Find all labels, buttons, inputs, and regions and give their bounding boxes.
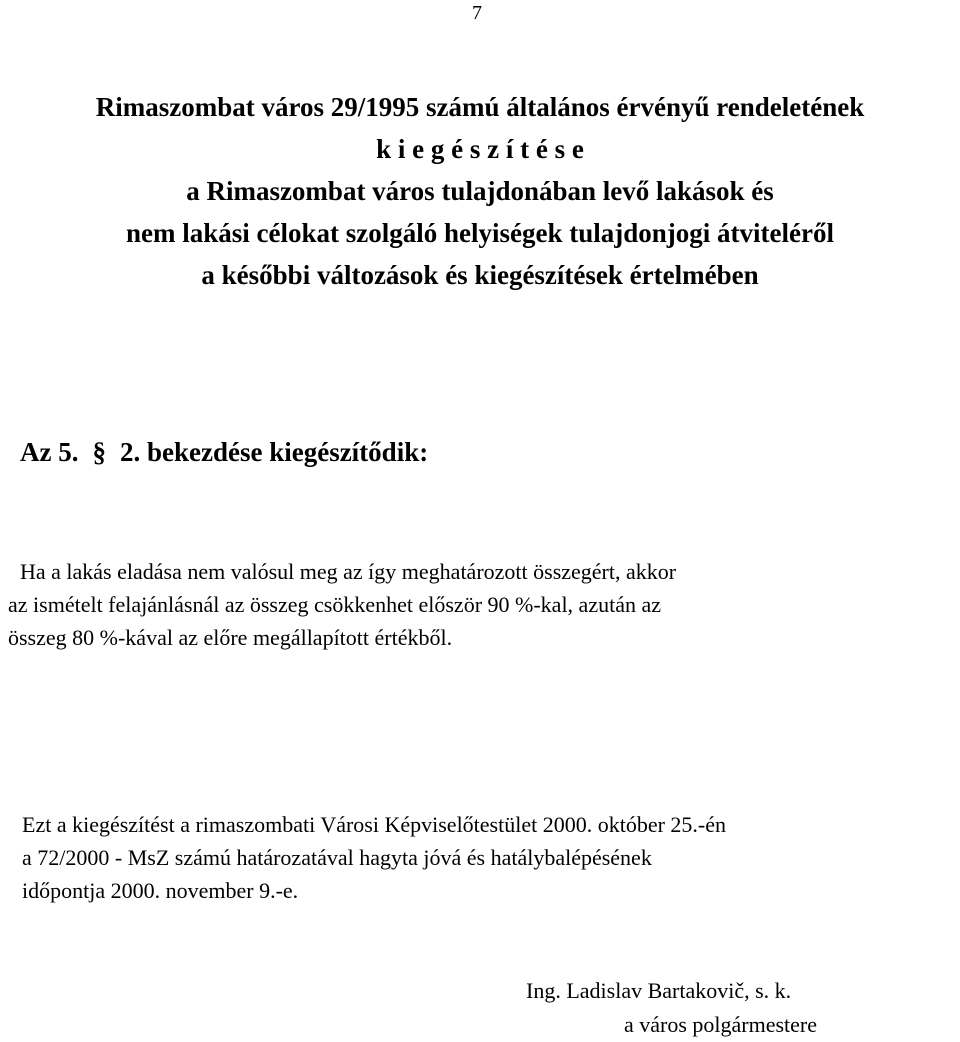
paragraph-line: Ezt a kiegészítést a rimaszombati Városi Képviselőtestület 2000. október 25.-én [22, 812, 727, 837]
paragraph-line: az ismételt felajánlásnál az összeg csökkenhet először 90 %-kal, azután az [8, 592, 661, 617]
title-line: Rimaszombat város 29/1995 számú általános érvényű rendeletének [95, 92, 865, 122]
signatory-name: Ing. Ladislav Bartakovič, s. k. [526, 978, 792, 1003]
section-symbol: § [92, 437, 106, 467]
title-line: nem lakási célokat szolgáló helyiségek tulajdonjogi átviteléről [126, 218, 834, 248]
title-line: a Rimaszombat város tulajdonában levő lakások és [186, 176, 774, 206]
amendment-paragraph [8, 555, 948, 654]
signatory-role: a város polgármestere [624, 1012, 818, 1037]
approval-paragraph [22, 808, 952, 907]
paragraph-line: időpontja 2000. november 9.-e. [22, 878, 299, 903]
title-line: a későbbi változások és kiegészítések értelmében [201, 260, 759, 290]
page-number: 7 [472, 2, 482, 24]
section-reference [20, 437, 428, 468]
title-line: k i e g é s z í t é s e [376, 134, 584, 164]
paragraph-line: összeg 80 %-kával az előre megállapított értékből. [8, 625, 453, 650]
paragraph-line: a 72/2000 - MsZ számú határozatával hagyta jóvá és hatálybalépésének [22, 845, 652, 870]
section-ref-prefix: Az 5. [20, 437, 79, 467]
section-ref-suffix: 2. bekezdése kiegészítődik: [119, 437, 429, 467]
document-title [0, 86, 960, 296]
paragraph-line: Ha a lakás eladása nem valósul meg az így meghatározott összegért, akkor [20, 559, 677, 584]
signature-block [520, 974, 940, 1042]
